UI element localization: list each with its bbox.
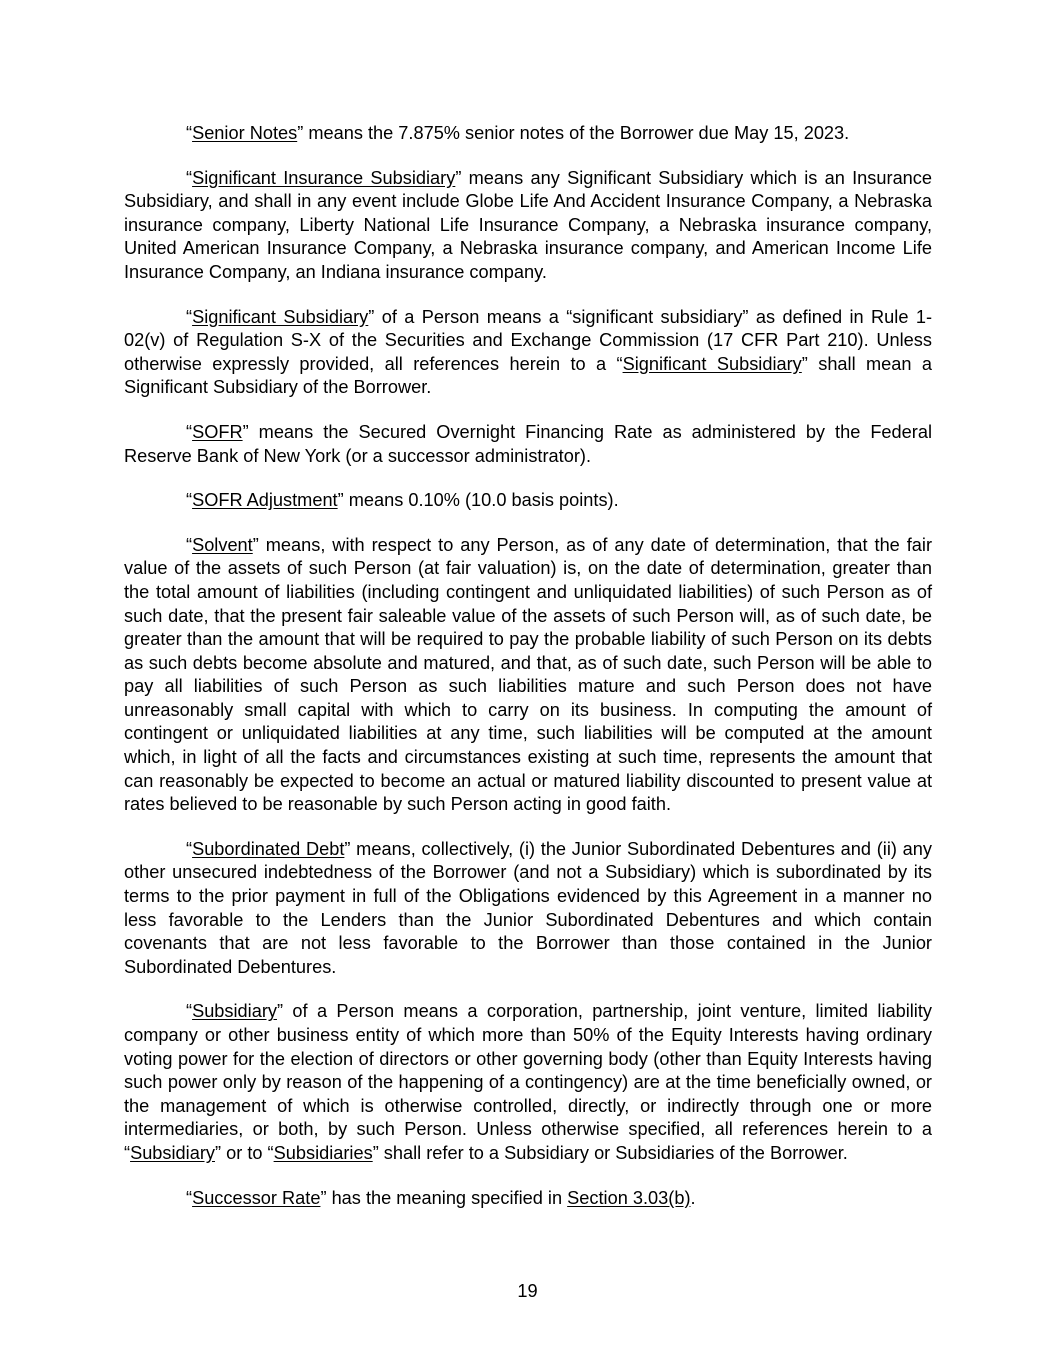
document-page xyxy=(124,122,932,1231)
definition-sofr: “SOFR” means the Secured Overnight Financing Rate as administered by the Federal Reserve Bank of New York (or a successor administrator). xyxy=(124,421,932,466)
definition-text: means the Secured Overnight Financing Rate as administered by the Federal Reserve Bank of New York (or a successor administrator). xyxy=(124,421,932,466)
defined-term: Senior Notes xyxy=(192,123,298,143)
definition-text: means the 7.875% senior notes of the Borrower due May 15, 2023. xyxy=(303,123,850,143)
page-number: 19 xyxy=(517,1281,538,1301)
definition-sofr-adjustment: “SOFR Adjustment” means 0.10% (10.0 basis points). xyxy=(186,490,619,511)
term-reference: Subsidiary xyxy=(130,1142,215,1163)
definition-significant-subsidiary: “Significant Subsidiary” of a Person means a “significant subsidiary” as defined in Rule 1-02(v) of Regulation S-X of the Securities and Exchange Commission (17 CFR Part 210). Unless otherwise expressly provided, all references herein to a “Significant Subsidiary” shall mean a Significant Subsidiary of the Borrower. xyxy=(124,306,932,398)
definition-successor-rate: “Successor Rate” has the meaning specified in Section 3.03(b). xyxy=(186,1187,696,1208)
defined-term: Significant Insurance Subsidiary xyxy=(192,167,456,188)
definition-subsidiary: “Subsidiary” of a Person means a corporation, partnership, joint venture, limited liability company or other business entity of which more than 50% of the Equity Interests having ordinary voting power for the election of directors or other governing body (other than Equity Interests having such power only by reason of the happening of a contingency) are at the time beneficially owned, or the management of which is otherwise controlled, directly, or indirectly through one or more intermediaries, or both, by such Person. Unless otherwise specified, all references herein to a “Subsidiary” or to “Subsidiaries” shall refer to a Subsidiary or Subsidiaries of the Borrower. xyxy=(124,1001,932,1163)
defined-term: Subordinated Debt xyxy=(192,838,345,859)
definition-text: of a Person means a “significant subsidiary” as defined in Rule 1-02(v) of Regulation S-X of the Securities and Exchange Commission (17 CFR Part 210). Unless otherwise expressly provided, all references herein to a “ xyxy=(124,306,932,374)
definition-text: means any Significant Subsidiary which is an Insurance Subsidiary, and shall in any event include Globe Life And Accident Insurance Company, a Nebraska insurance company, Liberty National Life Insurance Company, a Nebraska insurance company, United American Insurance Company, a Nebraska insurance company, and American Income Life Insurance Company, an Indiana insurance company. xyxy=(124,167,933,282)
definition-subordinated-debt: “Subordinated Debt” means, collectively, (i) the Junior Subordinated Debentures and (ii) any other unsecured indebtedness of the Borrower (and not a Subsidiary) which is subordinated by its terms to the prior payment in full of the Obligations evidenced by this Agreement in a manner no less favorable to the Lenders than the Junior Subordinated Debentures and which contain covenants that are not less favorable to the Borrower than those contained in the Junior Subordinated Debentures. xyxy=(124,838,932,977)
definition-text: means, with respect to any Person, as of any date of determination, that the fair value of the assets of such Person (at fair valuation) is, on the date of determination, greater than the total amount of liabilities (including contingent and unliquidated liabilities) of such Person as of such date, that the present fair saleable value of the assets of such Person will, as of such date, be greater than the amount that will be required to pay the probable liability of such Person on its debts as such debts become absolute and matured, and that, as of such date, such Person will be able to pay all liabilities of such Person as such liabilities mature and such Person does not have unreasonably small capital with which to carry on its business. In computing the amount of contingent or unliquidated liabilities at any time, such liabilities will be computed at the amount which, in light of all the facts and circumstances existing at such time, represents the amount that can reasonably be expected to become an actual or matured liability discounted to present value at rates believed to be reasonable by such Person acting in good faith. xyxy=(124,534,932,815)
definition-text: means, collectively, (i) the Junior Subordinated Debentures and (ii) any other unsecured indebtedness of the Borrower (and not a Subsidiary) which is subordinated by its terms to the prior payment in full of the Obligations evidenced by this Agreement in a manner no less favorable to the Lenders than the Junior Subordinated Debentures and which contain covenants that are not less favorable to the Borrower than those contained in the Junior Subordinated Debentures. xyxy=(124,838,932,977)
definition-text: of a Person means a corporation, partnership, joint venture, limited liability company or other business entity of which more than 50% of the Equity Interests having ordinary voting power for the election of directors or other governing body (other than Equity Interests having such power only by reason of the happening of a contingency) are at the time beneficially owned, or the management of which is otherwise controlled, directly, or indirectly through one or more intermediaries, or both, by such Person. Unless otherwise specified, all references herein to a “ xyxy=(124,1001,932,1163)
definition-text: ” shall mean a Significant Subsidiary of the Borrower. xyxy=(124,353,932,398)
definition-solvent: “Solvent” means, with respect to any Person, as of any date of determination, that the fair value of the assets of such Person (at fair valuation) is, on the date of determination, greater than the total amount of liabilities (including contingent and unliquidated liabilities) of such Person as of such date, that the present fair saleable value of the assets of such Person will, as of such date, be greater than the amount that will be required to pay the probable liability of such Person on its debts as such debts become absolute and matured, and that, as of such date, such Person will be able to pay all liabilities of such Person as such liabilities mature and such Person does not have unreasonably small capital with which to carry on its business. In computing the amount of contingent or unliquidated liabilities at any time, such liabilities will be computed at the amount which, in light of all the facts and circumstances existing at such time, represents the amount that can reasonably be expected to become an actual or matured liability discounted to present value at rates believed to be reasonable by such Person acting in good faith. xyxy=(124,534,932,815)
definition-text: means 0.10% (10.0 basis points). xyxy=(343,490,619,511)
defined-term: Subsidiary xyxy=(192,1001,277,1022)
term-reference: Subsidiaries xyxy=(273,1142,373,1163)
term-reference: Significant Subsidiary xyxy=(622,353,802,374)
definition-text: . xyxy=(690,1187,696,1208)
definition-text: has the meaning specified in xyxy=(326,1187,568,1208)
defined-term: SOFR Adjustment xyxy=(192,490,338,511)
definition-text: ” shall refer to a Subsidiary or Subsidiaries of the Borrower. xyxy=(372,1142,848,1163)
defined-term: Successor Rate xyxy=(192,1187,321,1208)
definition-text: ” or to “ xyxy=(214,1142,274,1163)
defined-term: SOFR xyxy=(192,421,243,442)
defined-term: Significant Subsidiary xyxy=(192,306,369,327)
definition-significant-insurance-subsidiary: “Significant Insurance Subsidiary” means any Significant Subsidiary which is an Insurance Subsidiary, and shall in any event include Globe Life And Accident Insurance Company, a Nebraska insurance company, Liberty National Life Insurance Company, a Nebraska insurance company, United American Insurance Company, a Nebraska insurance company, and American Income Life Insurance Company, an Indiana insurance company. xyxy=(124,167,933,282)
definition-senior-notes: “Senior Notes” means the 7.875% senior notes of the Borrower due May 15, 2023. xyxy=(186,123,850,143)
defined-term: Solvent xyxy=(192,534,253,555)
section-reference: Section 3.03(b) xyxy=(567,1187,691,1208)
